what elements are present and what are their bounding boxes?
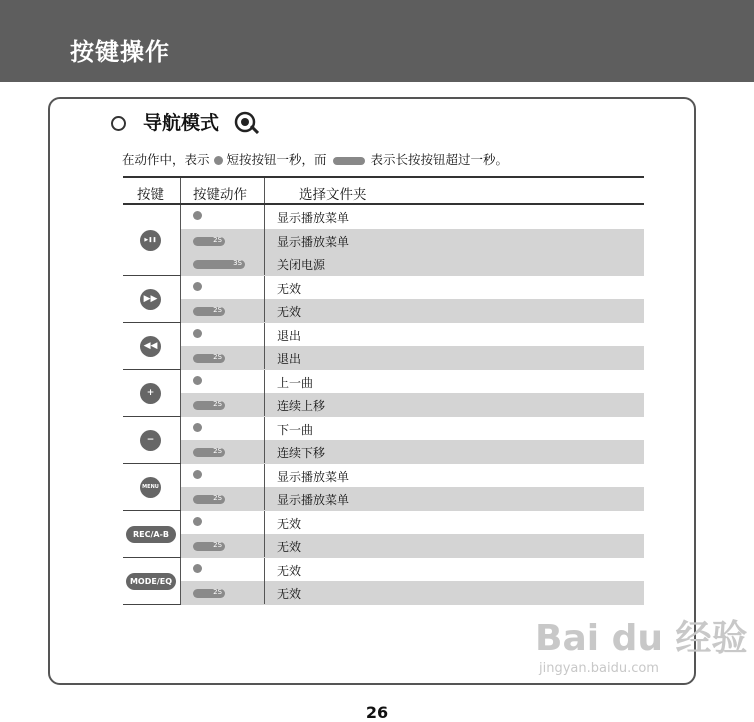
table-row: [123, 534, 644, 558]
key-group-rec-ab: [123, 511, 644, 558]
table-row: [123, 511, 644, 535]
section-bullet-icon: [111, 116, 126, 131]
key-group-play-pause: [123, 205, 644, 276]
table-header-row: [123, 176, 644, 205]
long-press-pill-icon: [193, 448, 225, 457]
long-press-pill-icon: [193, 401, 225, 410]
header-key: 按键: [137, 187, 164, 203]
key-operation-table: [123, 176, 644, 605]
action-text: 显示播放菜单: [277, 469, 350, 484]
press-duration-label: 2S: [213, 235, 222, 244]
key-group-rewind: [123, 323, 644, 370]
rewind-key-icon: ◀◀: [140, 336, 161, 357]
short-press-dot-icon: [193, 517, 202, 526]
action-text: 退出: [277, 328, 302, 343]
table-row: [123, 464, 644, 488]
long-press-pill-icon: [193, 237, 225, 246]
table-row: [123, 346, 644, 370]
table-row: [123, 323, 644, 347]
table-row: [123, 440, 644, 464]
press-duration-label: 2S: [213, 494, 222, 502]
short-press-dot-icon: [193, 376, 202, 385]
baidu-watermark: [535, 610, 748, 676]
section-title: 导航模式: [143, 112, 220, 134]
table-row: [123, 299, 644, 323]
navigation-mode-icon: [233, 110, 259, 134]
table-row: [123, 393, 644, 417]
short-press-dot-icon: [193, 282, 202, 291]
short-press-dot-icon: [193, 211, 202, 220]
press-duration-label: 3S: [233, 259, 242, 267]
intro-part1: 在动作中，表示: [122, 152, 210, 167]
short-press-dot-icon: [193, 329, 202, 338]
table-row: [123, 417, 644, 441]
header-select-folder: 选择文件夹: [299, 187, 367, 203]
plus-key-icon: +: [140, 383, 161, 404]
intro-part3: 表示长按按钮超过一秒。: [370, 152, 509, 167]
table-row: [123, 487, 644, 511]
header-title: 按键操作: [70, 38, 170, 66]
page-header: [0, 0, 754, 82]
short-press-dot-icon: [193, 470, 202, 479]
press-duration-label: 2S: [213, 447, 222, 455]
mode-eq-key-icon: MODE/EQ: [126, 573, 176, 590]
table-row: [123, 558, 644, 582]
long-press-pill-icon: [193, 260, 245, 269]
watermark-url: jingyan.baidu.com: [539, 661, 659, 676]
action-text: 无效: [277, 516, 302, 531]
action-text: 无效: [277, 305, 302, 319]
intro-text: [122, 150, 508, 168]
intro-part2: 短按按钮一秒，而: [226, 152, 327, 167]
play-pause-key-icon: ▶❚❚: [140, 230, 161, 251]
key-group-menu: [123, 464, 644, 511]
table-row: [123, 276, 644, 300]
long-press-pill-icon: [193, 307, 225, 316]
key-group-plus: [123, 370, 644, 417]
action-text: 连续上移: [277, 399, 326, 413]
table-row: [123, 252, 644, 276]
long-press-pill-icon: [333, 157, 365, 165]
short-press-dot-icon: [193, 423, 202, 432]
press-duration-label: 2S: [213, 353, 222, 361]
table-row: [123, 581, 644, 605]
table-row: [123, 370, 644, 394]
action-text: 连续下移: [277, 446, 326, 460]
watermark-logo: Bai du 经验: [535, 618, 748, 659]
action-text: 无效: [277, 281, 302, 296]
header-key-action: 按键动作: [193, 187, 247, 203]
long-press-pill-icon: [193, 354, 225, 363]
long-press-pill-icon: [193, 495, 225, 504]
action-text: 显示播放菜单: [277, 234, 350, 249]
action-text: 无效: [277, 563, 302, 578]
fast-forward-key-icon: ▶▶: [140, 289, 161, 310]
page-number: 26: [365, 703, 389, 722]
key-group-mode-eq: [123, 558, 644, 605]
long-press-pill-icon: [193, 542, 225, 551]
action-text: 显示播放菜单: [277, 493, 350, 507]
press-duration-label: 2S: [213, 588, 222, 596]
action-text: 显示播放菜单: [277, 211, 350, 225]
action-text: 无效: [277, 587, 302, 601]
key-group-minus: [123, 417, 644, 464]
table-row: [123, 229, 644, 253]
short-press-dot-icon: [193, 564, 202, 573]
action-text: 上一曲: [277, 375, 314, 390]
rec-ab-key-icon: REC/A-B: [126, 526, 176, 543]
menu-key-icon: MENU: [140, 477, 161, 498]
table-body: [123, 205, 644, 605]
table-row: [123, 205, 644, 229]
action-text: 无效: [277, 540, 302, 554]
action-text: 退出: [277, 352, 302, 366]
press-duration-label: 2S: [213, 306, 222, 314]
press-duration-label: 2S: [213, 400, 222, 408]
action-text: 关闭电源: [277, 258, 326, 272]
key-group-fast-forward: [123, 276, 644, 323]
press-duration-label: 2S: [213, 541, 222, 549]
short-press-dot-icon: [214, 156, 223, 165]
action-text: 下一曲: [277, 422, 314, 437]
long-press-pill-icon: [193, 589, 225, 598]
minus-key-icon: −: [140, 430, 161, 451]
